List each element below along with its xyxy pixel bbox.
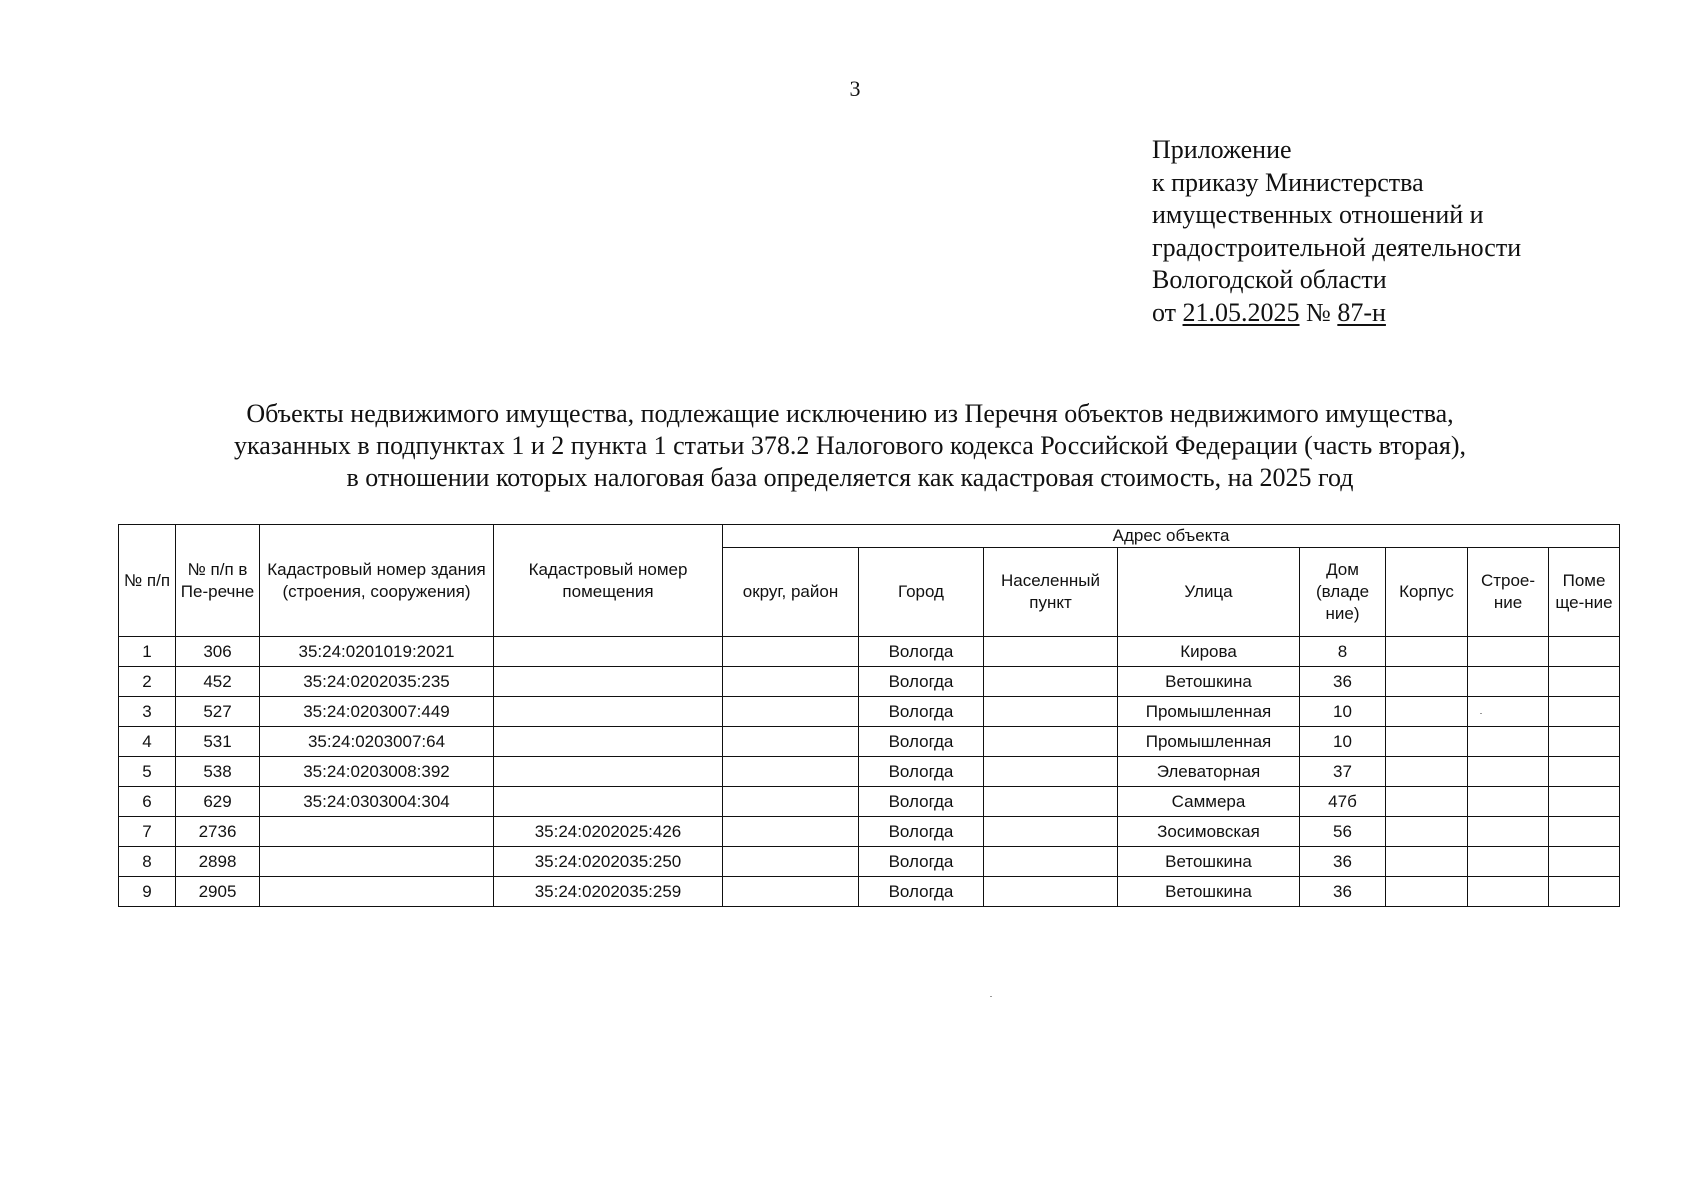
cell-num: 5 (119, 757, 176, 787)
cell-settlement (984, 637, 1118, 667)
cell-building-cadastral: 35:24:0203008:392 (260, 757, 494, 787)
cell-num: 7 (119, 817, 176, 847)
header-building-cadastral: Кадастровый номер здания (строения, сооружения) (260, 525, 494, 637)
cell-district (723, 757, 859, 787)
header-street: Улица (1118, 548, 1300, 637)
cell-district (723, 667, 859, 697)
table-row (119, 757, 1620, 787)
cell-structure (1468, 727, 1549, 757)
cell-list-num: 2736 (176, 817, 260, 847)
cell-premises-cadastral (494, 637, 723, 667)
cell-room (1549, 637, 1620, 667)
cell-room (1549, 877, 1620, 907)
table-row (119, 817, 1620, 847)
cell-settlement (984, 727, 1118, 757)
cell-list-num: 2898 (176, 847, 260, 877)
appendix-line: градостроительной деятельности (1152, 232, 1522, 262)
cell-house: 36 (1300, 667, 1386, 697)
header-room: Поме ще-ние (1549, 548, 1620, 637)
cell-structure (1468, 817, 1549, 847)
cell-street: Промышленная (1118, 727, 1300, 757)
cell-building-cadastral: 35:24:0202035:235 (260, 667, 494, 697)
cell-num: 3 (119, 697, 176, 727)
cell-room (1549, 667, 1620, 697)
document-title (120, 398, 1580, 494)
cell-district (723, 877, 859, 907)
cell-block (1386, 697, 1468, 727)
header-structure: Строе-ние (1468, 548, 1549, 637)
cell-block (1386, 727, 1468, 757)
cell-list-num: 538 (176, 757, 260, 787)
header-house: Дом (владе ние) (1300, 548, 1386, 637)
cell-structure (1468, 787, 1549, 817)
cell-num: 2 (119, 667, 176, 697)
header-num: № п/п (119, 525, 176, 637)
cell-house: 10 (1300, 697, 1386, 727)
cell-premises-cadastral (494, 757, 723, 787)
cell-room (1549, 847, 1620, 877)
table-row (119, 877, 1620, 907)
cell-num: 6 (119, 787, 176, 817)
cell-street: Элеваторная (1118, 757, 1300, 787)
cell-city: Вологда (859, 697, 984, 727)
cell-district (723, 727, 859, 757)
cell-city: Вологда (859, 757, 984, 787)
cell-room (1549, 757, 1620, 787)
cell-house: 10 (1300, 727, 1386, 757)
title-line: указанных в подпунктах 1 и 2 пункта 1 статьи 378.2 Налогового кодекса Российской Федерации (часть вторая), (234, 431, 1466, 460)
appendix-line: Приложение (1152, 135, 1292, 164)
order-date: 21.05.2025 (1182, 297, 1300, 327)
cell-building-cadastral: 35:24:0203007:64 (260, 727, 494, 757)
cell-settlement (984, 847, 1118, 877)
appendix-line: к приказу Министерства (1152, 167, 1424, 197)
cell-city: Вологда (859, 727, 984, 757)
header-address-group: Адрес объекта (723, 525, 1620, 548)
scan-speck (1480, 713, 1482, 714)
cell-settlement (984, 787, 1118, 817)
cell-num: 9 (119, 877, 176, 907)
cell-block (1386, 877, 1468, 907)
cell-premises-cadastral: 35:24:0202025:426 (494, 817, 723, 847)
cell-street: Ветошкина (1118, 847, 1300, 877)
table-row (119, 847, 1620, 877)
cell-premises-cadastral (494, 667, 723, 697)
cell-district (723, 637, 859, 667)
cell-building-cadastral: 35:24:0203007:449 (260, 697, 494, 727)
cell-num: 4 (119, 727, 176, 757)
header-city: Город (859, 548, 984, 637)
cell-structure (1468, 697, 1549, 727)
cell-house: 8 (1300, 637, 1386, 667)
cell-structure (1468, 637, 1549, 667)
cell-num: 1 (119, 637, 176, 667)
cell-block (1386, 667, 1468, 697)
cell-settlement (984, 877, 1118, 907)
title-line: Объекты недвижимого имущества, подлежащие исключению из Перечня объектов недвижимого имущества, (246, 399, 1454, 428)
table-body (119, 637, 1620, 907)
cell-building-cadastral (260, 817, 494, 847)
header-block: Корпус (1386, 548, 1468, 637)
order-number: 87-н (1337, 297, 1386, 327)
cell-street: Зосимовская (1118, 817, 1300, 847)
cell-street: Ветошкина (1118, 667, 1300, 697)
cell-house: 36 (1300, 847, 1386, 877)
cell-premises-cadastral (494, 787, 723, 817)
cell-house: 37 (1300, 757, 1386, 787)
cell-street: Ветошкина (1118, 877, 1300, 907)
header-list-num: № п/п в Пе-речне (176, 525, 260, 637)
cell-list-num: 306 (176, 637, 260, 667)
cell-building-cadastral (260, 877, 494, 907)
cell-structure (1468, 877, 1549, 907)
cell-house: 36 (1300, 877, 1386, 907)
title-line: в отношении которых налоговая база определяется как кадастровая стоимость, на 2025 год (346, 463, 1354, 492)
objects-table (118, 524, 1620, 907)
cell-house: 47б (1300, 787, 1386, 817)
cell-premises-cadastral: 35:24:0202035:250 (494, 847, 723, 877)
cell-street: Саммера (1118, 787, 1300, 817)
cell-room (1549, 787, 1620, 817)
cell-settlement (984, 697, 1118, 727)
cell-premises-cadastral: 35:24:0202035:259 (494, 877, 723, 907)
cell-num: 8 (119, 847, 176, 877)
cell-district (723, 817, 859, 847)
cell-block (1386, 757, 1468, 787)
cell-room (1549, 817, 1620, 847)
header-settlement: Населенный пункт (984, 548, 1118, 637)
table-row (119, 727, 1620, 757)
cell-city: Вологда (859, 817, 984, 847)
cell-block (1386, 637, 1468, 667)
cell-structure (1468, 847, 1549, 877)
cell-district (723, 697, 859, 727)
cell-settlement (984, 817, 1118, 847)
cell-city: Вологда (859, 877, 984, 907)
header-premises-cadastral: Кадастровый номер помещения (494, 525, 723, 637)
cell-room (1549, 697, 1620, 727)
number-sign: № (1306, 297, 1331, 327)
cell-block (1386, 787, 1468, 817)
table-row (119, 787, 1620, 817)
table-row (119, 667, 1620, 697)
cell-house: 56 (1300, 817, 1386, 847)
cell-city: Вологда (859, 637, 984, 667)
page-number: 3 (849, 76, 861, 101)
cell-list-num: 2905 (176, 877, 260, 907)
table-row (119, 697, 1620, 727)
cell-list-num: 452 (176, 667, 260, 697)
cell-settlement (984, 667, 1118, 697)
cell-premises-cadastral (494, 697, 723, 727)
appendix-line: имущественных отношений и (1152, 200, 1484, 229)
cell-structure (1468, 667, 1549, 697)
header-district: округ, район (723, 548, 859, 637)
table-row (119, 637, 1620, 667)
cell-block (1386, 847, 1468, 877)
appendix-line: Вологодской области (1152, 265, 1387, 294)
cell-building-cadastral: 35:24:0303004:304 (260, 787, 494, 817)
cell-city: Вологда (859, 787, 984, 817)
cell-list-num: 531 (176, 727, 260, 757)
cell-settlement (984, 757, 1118, 787)
cell-block (1386, 817, 1468, 847)
cell-list-num: 527 (176, 697, 260, 727)
cell-building-cadastral: 35:24:0201019:2021 (260, 637, 494, 667)
cell-city: Вологда (859, 667, 984, 697)
date-prefix: от (1152, 297, 1177, 327)
scan-speck (990, 996, 992, 997)
cell-district (723, 787, 859, 817)
cell-room (1549, 727, 1620, 757)
cell-district (723, 847, 859, 877)
cell-street: Кирова (1118, 637, 1300, 667)
cell-street: Промышленная (1118, 697, 1300, 727)
appendix-block (1152, 134, 1521, 329)
cell-structure (1468, 757, 1549, 787)
appendix-date-line (1152, 297, 1521, 330)
cell-premises-cadastral (494, 727, 723, 757)
cell-building-cadastral (260, 847, 494, 877)
cell-city: Вологда (859, 847, 984, 877)
cell-list-num: 629 (176, 787, 260, 817)
